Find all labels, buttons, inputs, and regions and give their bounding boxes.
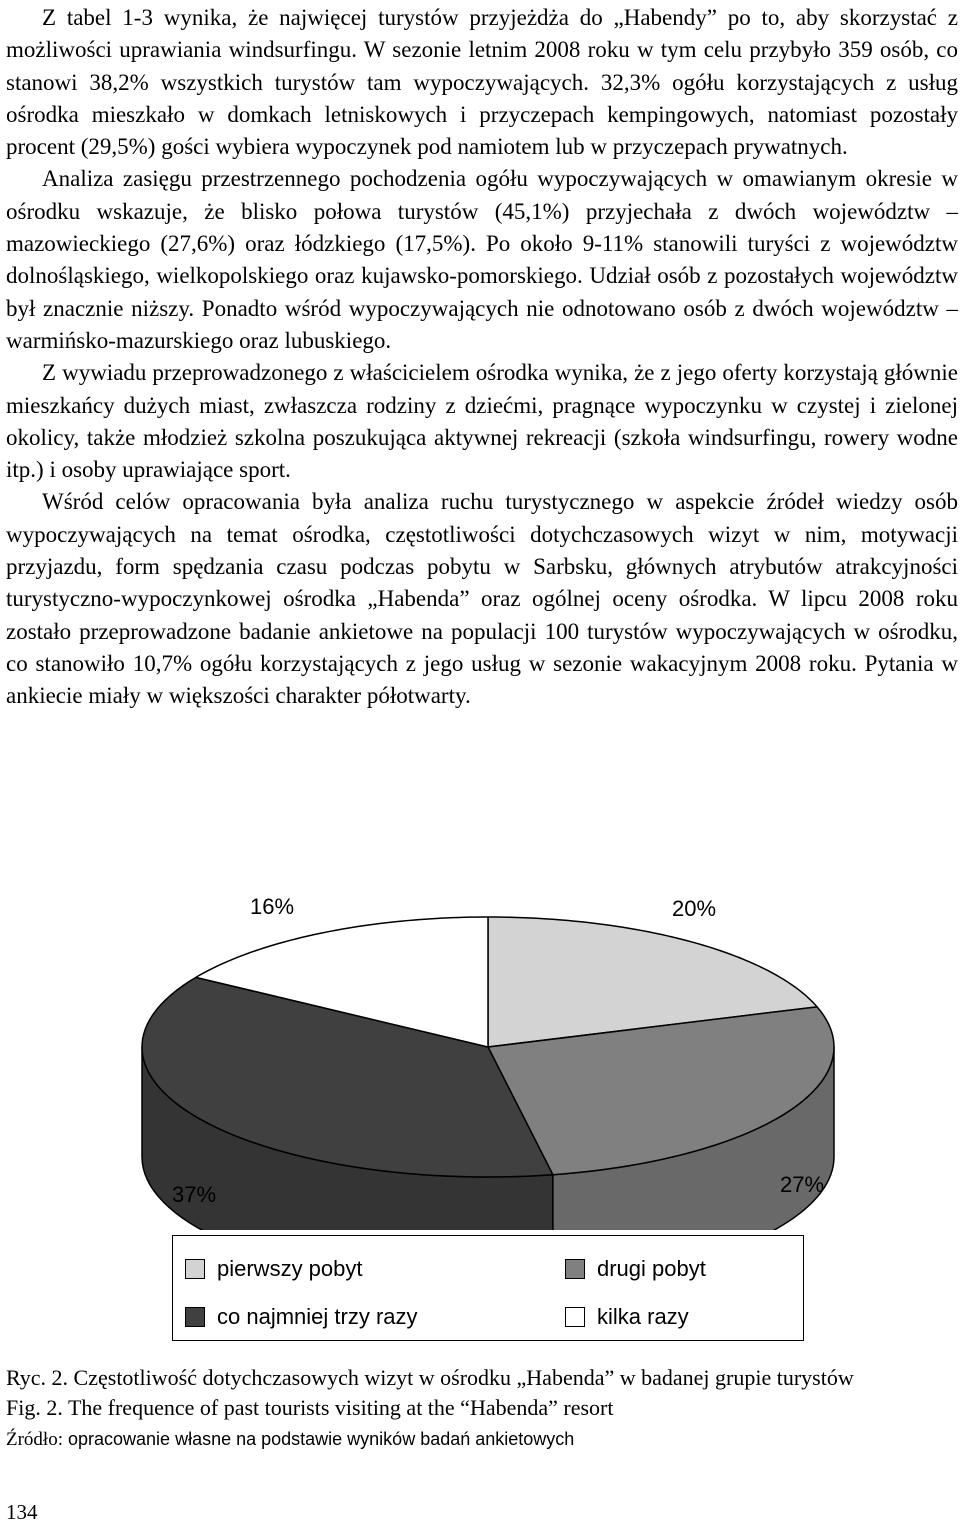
label-pierwszy-pobyt: 20% xyxy=(672,896,717,921)
label-co-najmniej-trzy-razy: 37% xyxy=(172,1182,217,1207)
paragraph-1: Z tabel 1-3 wynika, że najwięcej turystów przyjeżdża do „Habendy” po to, aby skorzystać z możliwości uprawiania windsurfingu. W sezonie letnim 2008 roku w tym celu przybyło 359 osób, co stanowi 38,2% wszystkich turystów tam wypoczywających. 32,3% ogółu korzystających z usług ośrodka mieszkało w domkach letniskowych i przyczepach kempingowych, natomiast pozostały procent (29,5%) gości wybiera wypoczynek pod namiotem lub w przyczepach prywatnych. xyxy=(6,5,958,160)
paragraph-3: Z wywiadu przeprowadzonego z właścicielem ośrodka wynika, że z jego oferty korzystają głównie mieszkańcy dużych miast, zwłaszcza rodziny z dziećmi, pragnące wypoczynku w czystej i zielonej okolicy, także młodzież szkolna poszukująca aktywnej rekreacji (szkoła windsurfingu, rowery wodne itp.) i osoby uprawiające sport. xyxy=(6,360,958,483)
source-label: Źródło: xyxy=(6,1429,63,1450)
paragraph-4: Wśród celów opracowania była analiza ruchu turystycznego w aspekcie źródeł wiedzy osób wypoczywających na temat ośrodka, częstotliwości dotychczasowych wizyt w nim, motywacji przyjazdu, form spędzania czasu podczas pobytu w Sarbsku, głównych atrybutów atrakcyjności turystyczno-wypoczynkowej ośrodka „Habenda” oraz ogólnej oceny ośrodka. W lipcu 2008 roku zostało przeprowadzone badanie ankietowe na populacji 100 turystów wypoczywających w ośrodku, co stanowiło 10,7% ogółu korzystających z jego usług w sezonie wakacyjnym 2008 roku. Pytania w ankiecie miały w większości charakter półotwarty. xyxy=(6,489,958,709)
pie-top xyxy=(142,917,834,1177)
figure-source xyxy=(6,1429,574,1451)
legend-item-kilka-razy xyxy=(565,1304,689,1330)
legend-label: co najmniej trzy razy xyxy=(217,1304,418,1329)
legend-item-co-najmniej-trzy-razy xyxy=(185,1304,418,1330)
legend-swatch-gray xyxy=(565,1259,585,1279)
body-text xyxy=(6,2,958,713)
page-number: 134 xyxy=(6,1500,38,1524)
source-text: opracowanie własne na podstawie wyników badań ankietowych xyxy=(63,1429,575,1449)
legend-label: drugi pobyt xyxy=(597,1256,706,1281)
legend-swatch-white xyxy=(565,1307,585,1327)
label-kilka-razy: 16% xyxy=(250,894,295,919)
figure-caption-pl: Ryc. 2. Częstotliwość dotychczasowych wizyt w ośrodku „Habenda” w badanej grupie turystów xyxy=(6,1365,854,1390)
legend-label: kilka razy xyxy=(597,1304,689,1329)
legend-swatch-light-gray xyxy=(185,1259,205,1279)
label-drugi-pobyt: 27% xyxy=(780,1172,825,1197)
paragraph-2: Analiza zasięgu przestrzennego pochodzenia ogółu wypoczywających w omawianym okresie w ośrodku wskazuje, że blisko połowa turystów (45,1%) przyjechała z dwóch województw – mazowieckiego (27,6%) oraz łódzkiego (17,5%). Po około 9-11% stanowili turyści z województw dolnośląskiego, wielkopolskiego oraz kujawsko-pomorskiego. Udział osób z pozostałych województw był znacznie niższy. Ponadto wśród wypoczywających nie odnotowano osób z dwóch województw – warmińsko-mazurskiego oraz lubuskiego. xyxy=(6,166,958,353)
chart-legend xyxy=(172,1235,804,1341)
legend-label: pierwszy pobyt xyxy=(217,1256,363,1281)
figure-caption-en: Fig. 2. The frequence of past tourists visiting at the “Habenda” resort xyxy=(6,1395,614,1420)
legend-item-pierwszy-pobyt xyxy=(185,1256,363,1282)
pie-chart-figure xyxy=(0,860,960,1360)
legend-item-drugi-pobyt xyxy=(565,1256,706,1282)
legend-swatch-dark-gray xyxy=(185,1307,205,1327)
